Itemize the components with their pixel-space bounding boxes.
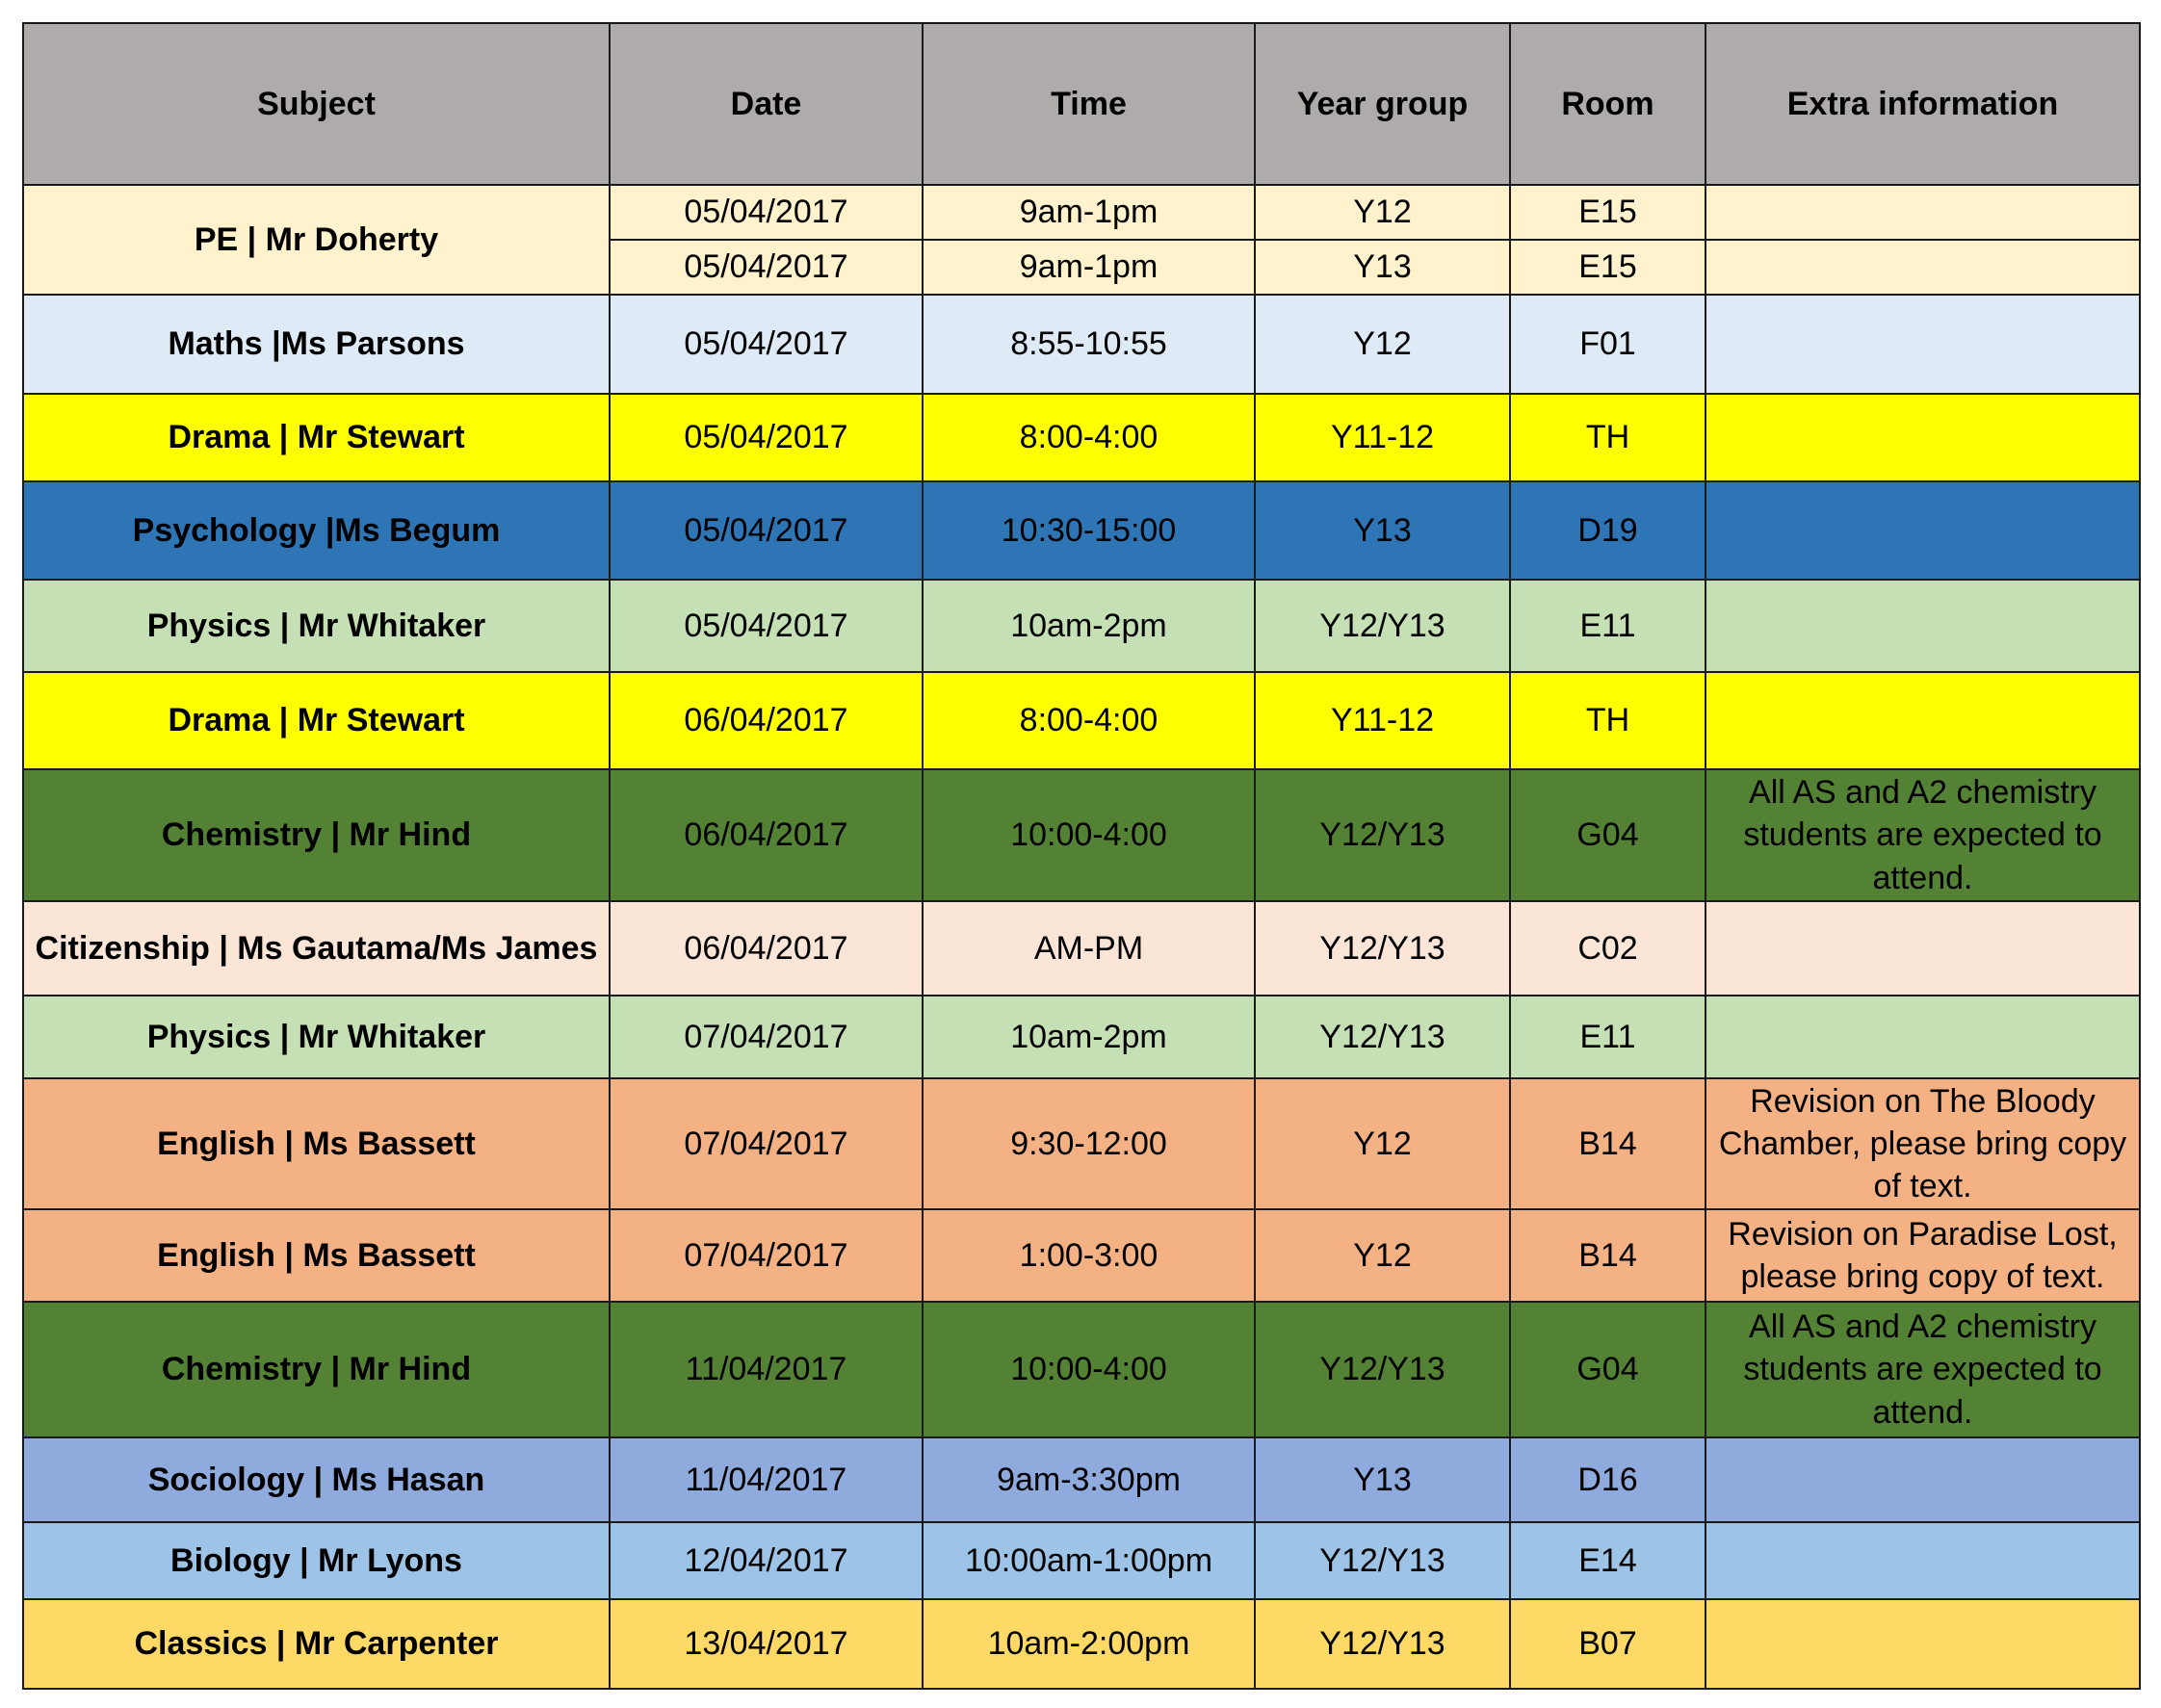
subject-cell: Physics | Mr Whitaker (23, 580, 610, 672)
date-cell: 05/04/2017 (610, 481, 923, 580)
room-cell: F01 (1510, 295, 1705, 394)
date-cell: 06/04/2017 (610, 672, 923, 769)
time-cell: 10:00-4:00 (923, 769, 1255, 901)
time-cell: 8:55-10:55 (923, 295, 1255, 394)
table-row (23, 481, 2140, 580)
year-group-cell: Y13 (1255, 240, 1510, 295)
time-cell: 9:30-12:00 (923, 1078, 1255, 1209)
extra-information-cell (1705, 1437, 2140, 1522)
date-cell: 07/04/2017 (610, 1078, 923, 1209)
extra-information-cell (1705, 1599, 2140, 1689)
subject-cell: Psychology |Ms Begum (23, 481, 610, 580)
room-cell: G04 (1510, 1302, 1705, 1437)
extra-information-cell: All AS and A2 chemistry students are expected to attend. (1705, 1302, 2140, 1437)
extra-information-cell (1705, 295, 2140, 394)
date-cell: 05/04/2017 (610, 240, 923, 295)
room-cell: B14 (1510, 1078, 1705, 1209)
date-cell: 05/04/2017 (610, 295, 923, 394)
time-cell: 9am-1pm (923, 185, 1255, 240)
table-row (23, 1437, 2140, 1522)
date-cell: 05/04/2017 (610, 580, 923, 672)
date-cell: 07/04/2017 (610, 996, 923, 1078)
table-row (23, 769, 2140, 901)
table-row (23, 1599, 2140, 1689)
subject-cell: Chemistry | Mr Hind (23, 1302, 610, 1437)
date-cell: 05/04/2017 (610, 185, 923, 240)
header-time: Time (923, 23, 1255, 185)
extra-information-cell: Revision on Paradise Lost, please bring copy of text. (1705, 1209, 2140, 1302)
room-cell: B14 (1510, 1209, 1705, 1302)
room-cell: D19 (1510, 481, 1705, 580)
room-cell: C02 (1510, 901, 1705, 996)
table-row (23, 1302, 2140, 1437)
time-cell: 9am-1pm (923, 240, 1255, 295)
header-subject: Subject (23, 23, 610, 185)
time-cell: 1:00-3:00 (923, 1209, 1255, 1302)
extra-information-cell (1705, 672, 2140, 769)
header-year-group: Year group (1255, 23, 1510, 185)
time-cell: AM-PM (923, 901, 1255, 996)
subject-cell: Chemistry | Mr Hind (23, 769, 610, 901)
subject-cell: Classics | Mr Carpenter (23, 1599, 610, 1689)
header-row (23, 23, 2140, 185)
time-cell: 10:30-15:00 (923, 481, 1255, 580)
year-group-cell: Y11-12 (1255, 394, 1510, 481)
year-group-cell: Y12 (1255, 1078, 1510, 1209)
subject-cell: English | Ms Bassett (23, 1078, 610, 1209)
room-cell: E15 (1510, 240, 1705, 295)
subject-cell: Physics | Mr Whitaker (23, 996, 610, 1078)
year-group-cell: Y13 (1255, 481, 1510, 580)
time-cell: 8:00-4:00 (923, 672, 1255, 769)
date-cell: 12/04/2017 (610, 1522, 923, 1599)
extra-information-cell (1705, 996, 2140, 1078)
subject-cell: Sociology | Ms Hasan (23, 1437, 610, 1522)
subject-cell: PE | Mr Doherty (23, 185, 610, 295)
room-cell: G04 (1510, 769, 1705, 901)
date-cell: 11/04/2017 (610, 1437, 923, 1522)
year-group-cell: Y13 (1255, 1437, 1510, 1522)
header-extra-information: Extra information (1705, 23, 2140, 185)
year-group-cell: Y12/Y13 (1255, 901, 1510, 996)
room-cell: E15 (1510, 185, 1705, 240)
date-cell: 11/04/2017 (610, 1302, 923, 1437)
year-group-cell: Y12/Y13 (1255, 996, 1510, 1078)
date-cell: 06/04/2017 (610, 901, 923, 996)
room-cell: E14 (1510, 1522, 1705, 1599)
subject-cell: Drama | Mr Stewart (23, 672, 610, 769)
year-group-cell: Y12/Y13 (1255, 1522, 1510, 1599)
subject-cell: Maths |Ms Parsons (23, 295, 610, 394)
table-row (23, 1078, 2140, 1209)
year-group-cell: Y12 (1255, 1209, 1510, 1302)
time-cell: 8:00-4:00 (923, 394, 1255, 481)
extra-information-cell (1705, 1522, 2140, 1599)
table-row (23, 672, 2140, 769)
year-group-cell: Y12 (1255, 295, 1510, 394)
year-group-cell: Y12/Y13 (1255, 769, 1510, 901)
year-group-cell: Y12/Y13 (1255, 1302, 1510, 1437)
table-row (23, 1209, 2140, 1302)
year-group-cell: Y12/Y13 (1255, 580, 1510, 672)
subject-cell: Citizenship | Ms Gautama/Ms James (23, 901, 610, 996)
header-date: Date (610, 23, 923, 185)
subject-cell: Biology | Mr Lyons (23, 1522, 610, 1599)
year-group-cell: Y12 (1255, 185, 1510, 240)
extra-information-cell (1705, 901, 2140, 996)
extra-information-cell (1705, 580, 2140, 672)
date-cell: 13/04/2017 (610, 1599, 923, 1689)
extra-information-cell (1705, 240, 2140, 295)
date-cell: 05/04/2017 (610, 394, 923, 481)
room-cell: B07 (1510, 1599, 1705, 1689)
extra-information-cell (1705, 481, 2140, 580)
date-cell: 06/04/2017 (610, 769, 923, 901)
header-room: Room (1510, 23, 1705, 185)
time-cell: 10am-2:00pm (923, 1599, 1255, 1689)
timetable (22, 22, 2141, 1690)
date-cell: 07/04/2017 (610, 1209, 923, 1302)
timetable-body (23, 185, 2140, 1689)
time-cell: 10:00-4:00 (923, 1302, 1255, 1437)
time-cell: 10am-2pm (923, 580, 1255, 672)
time-cell: 10:00am-1:00pm (923, 1522, 1255, 1599)
table-row (23, 394, 2140, 481)
year-group-cell: Y11-12 (1255, 672, 1510, 769)
room-cell: TH (1510, 672, 1705, 769)
extra-information-cell (1705, 394, 2140, 481)
table-row (23, 996, 2140, 1078)
table-row (23, 580, 2140, 672)
room-cell: E11 (1510, 996, 1705, 1078)
time-cell: 10am-2pm (923, 996, 1255, 1078)
time-cell: 9am-3:30pm (923, 1437, 1255, 1522)
table-row (23, 295, 2140, 394)
table-row (23, 185, 2140, 240)
subject-cell: English | Ms Bassett (23, 1209, 610, 1302)
room-cell: D16 (1510, 1437, 1705, 1522)
year-group-cell: Y12/Y13 (1255, 1599, 1510, 1689)
extra-information-cell (1705, 185, 2140, 240)
room-cell: TH (1510, 394, 1705, 481)
table-row (23, 1522, 2140, 1599)
extra-information-cell: All AS and A2 chemistry students are expected to attend. (1705, 769, 2140, 901)
extra-information-cell: Revision on The Bloody Chamber, please bring copy of text. (1705, 1078, 2140, 1209)
room-cell: E11 (1510, 580, 1705, 672)
subject-cell: Drama | Mr Stewart (23, 394, 610, 481)
table-row (23, 901, 2140, 996)
